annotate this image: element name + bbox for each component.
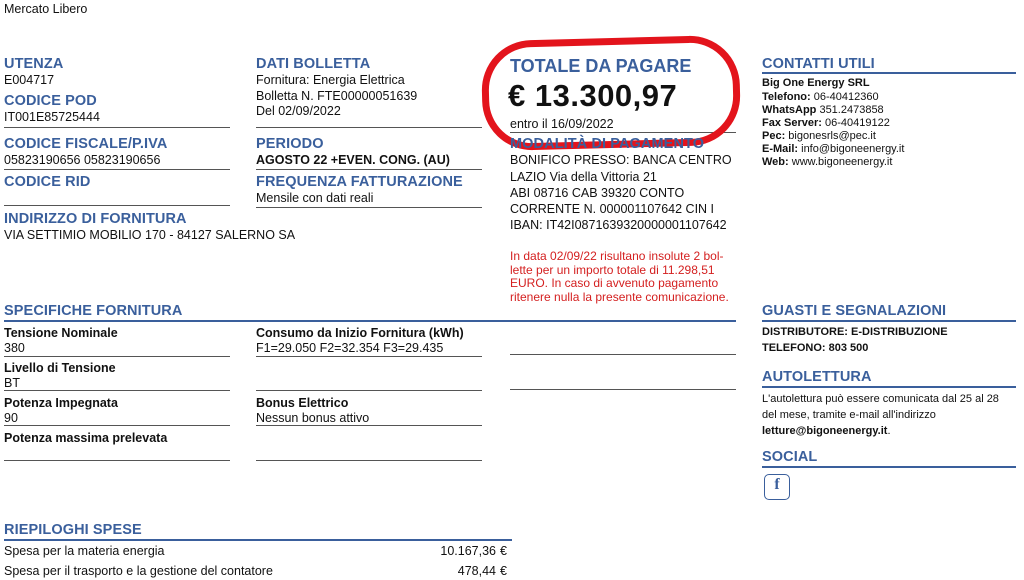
codice-rid-heading: CODICE RID [4,174,91,190]
facebook-icon[interactable] [764,474,790,500]
divider [4,460,230,461]
divider [4,205,230,206]
pagamento-line: LAZIO Via della Vittoria 21 [510,170,657,184]
frequenza-value: Mensile con dati reali [256,191,374,205]
codice-pod-value: IT001E85725444 [4,110,100,124]
specifiche-heading: SPECIFICHE FORNITURA [4,303,183,319]
riepilogo-row-amount: 478,44 [457,564,496,578]
riepiloghi-heading: RIEPILOGHI SPESE [4,522,142,538]
contact-row-email [762,143,904,157]
contact-key: Fax Server: [762,117,822,129]
email-suffix: . [887,425,891,437]
contact-key: E-Mail: [762,143,799,155]
notice-line: ritenere nulla la presente comunicazione. [510,289,729,304]
totale-heading: TOTALE DA PAGARE [510,56,692,76]
codice-fiscale-value: 05823190656 05823190656 [4,153,161,167]
social-heading: SOCIAL [762,449,818,465]
contact-key: Pec: [762,130,786,142]
contatti-heading: CONTATTI UTILI [762,56,875,72]
codice-fiscale-heading: CODICE FISCALE/P.IVA [4,136,168,152]
dati-bolletta-heading: DATI BOLLETTA [256,56,371,72]
heading-underline [762,72,1016,74]
contact-value: info@bigoneenergy.it [798,143,905,155]
contact-value: 351.2473858 [816,104,884,116]
guasti-telefono: TELEFONO: 803 500 [762,342,869,354]
periodo-value: AGOSTO 22 +EVEN. CONG. (AU) [256,153,450,167]
contact-value: 06-40419122 [821,117,890,129]
divider [4,169,230,170]
consumo-label: Consumo da Inizio Fornitura (kWh) [256,326,464,340]
riepilogo-row-amount: 10.167,36 [440,544,496,558]
contact-row-whatsapp [762,104,884,118]
codice-pod-heading: CODICE POD [4,93,97,109]
contact-row-web [762,156,892,170]
insolute-notice [510,250,729,304]
livello-value: BT [4,376,20,390]
utenza-value: E004717 [4,73,55,87]
autolettura-email-line [762,423,891,439]
autolettura-email[interactable]: letture@bigoneenergy.it [762,425,888,437]
bonus-label: Bonus Elettrico [256,396,349,410]
distributore: DISTRIBUTORE: E-DISTRIBUZIONE [762,326,948,338]
notice-line: lette per un importo totale di 11.298,51 [510,262,715,277]
totale-due-date: entro il 16/09/2022 [510,117,614,131]
autolettura-heading: AUTOLETTURA [762,369,872,385]
frequenza-heading: FREQUENZA FATTURAZIONE [256,174,463,190]
potenza-max-label: Potenza massima prelevata [4,431,168,445]
contact-value: 06-40412360 [810,91,879,103]
bonus-value: Nessun bonus attivo [256,411,370,425]
contact-row-phone [762,91,879,105]
dati-bolletta-line2: Bolletta N. FTE00000051639 [256,89,418,103]
contact-value: www.bigoneenergy.it [788,156,893,168]
heading-underline [762,320,1016,322]
pagamento-iban: IBAN: IT42I0871639320000001107642 [510,218,727,232]
heading-underline [4,320,736,322]
totale-amount: € 13.300,97 [508,78,678,113]
contact-key: Web: [762,156,789,168]
company-name: Big One Energy SRL [762,77,870,89]
contact-row-pec [762,130,876,144]
heading-underline [762,466,1016,468]
contact-row-fax [762,117,890,131]
livello-label: Livello di Tensione [4,361,116,375]
pagamento-line: BONIFICO PRESSO: BANCA CENTRO [510,153,732,167]
potenza-label: Potenza Impegnata [4,396,118,410]
heading-underline [762,386,1016,388]
riepilogo-row-label: Spesa per il trasporto e la gestione del contatore [4,564,273,578]
currency-symbol: € [500,544,507,558]
contact-key: Telefono: [762,91,811,103]
divider [4,127,230,128]
periodo-heading: PERIODO [256,136,324,152]
divider [256,356,482,357]
divider [510,354,736,355]
guasti-heading: GUASTI E SEGNALAZIONI [762,303,947,319]
divider [256,460,482,461]
contact-value: bigonesrls@pec.it [785,130,876,142]
currency-symbol: € [500,564,507,578]
autolettura-line2: del mese, tramite e-mail all'indirizzo [762,409,936,421]
autolettura-line1: L'autolettura può essere comunicata dal 25 al 28 [762,393,999,405]
divider [510,389,736,390]
highlight-circle [481,35,742,152]
riepilogo-row-label: Spesa per la materia energia [4,544,165,558]
divider [4,425,230,426]
notice-line: In data 02/09/22 risultano insolute 2 bol- [510,249,724,263]
dati-bolletta-line1: Fornitura: Energia Elettrica [256,73,405,87]
divider [256,207,482,208]
pagamento-line: ABI 08716 CAB 39320 CONTO [510,186,685,200]
pagamento-line: CORRENTE N. 000001107642 CIN I [510,202,715,216]
divider [4,356,230,357]
divider [256,169,482,170]
contact-key: WhatsApp [762,104,817,116]
dati-bolletta-line3: Del 02/09/2022 [256,104,341,118]
consumo-value: F1=29.050 F2=32.354 F3=29.435 [256,341,444,355]
divider [256,127,482,128]
utenza-heading: UTENZA [4,56,64,72]
divider [4,390,230,391]
divider [256,425,482,426]
facebook-glyph: f [774,476,780,493]
tensione-value: 380 [4,341,25,355]
notice-line: EURO. In caso di avvenuto pagamento [510,276,719,290]
indirizzo-value: VIA SETTIMIO MOBILIO 170 - 84127 SALERNO SA [4,228,296,242]
pagamento-heading: MODALITÀ DI PAGAMENTO [510,136,705,152]
market-type: Mercato Libero [4,2,88,16]
potenza-value: 90 [4,411,18,425]
heading-underline [4,539,512,541]
indirizzo-heading: INDIRIZZO DI FORNITURA [4,211,187,227]
tensione-label: Tensione Nominale [4,326,118,340]
divider [256,390,482,391]
